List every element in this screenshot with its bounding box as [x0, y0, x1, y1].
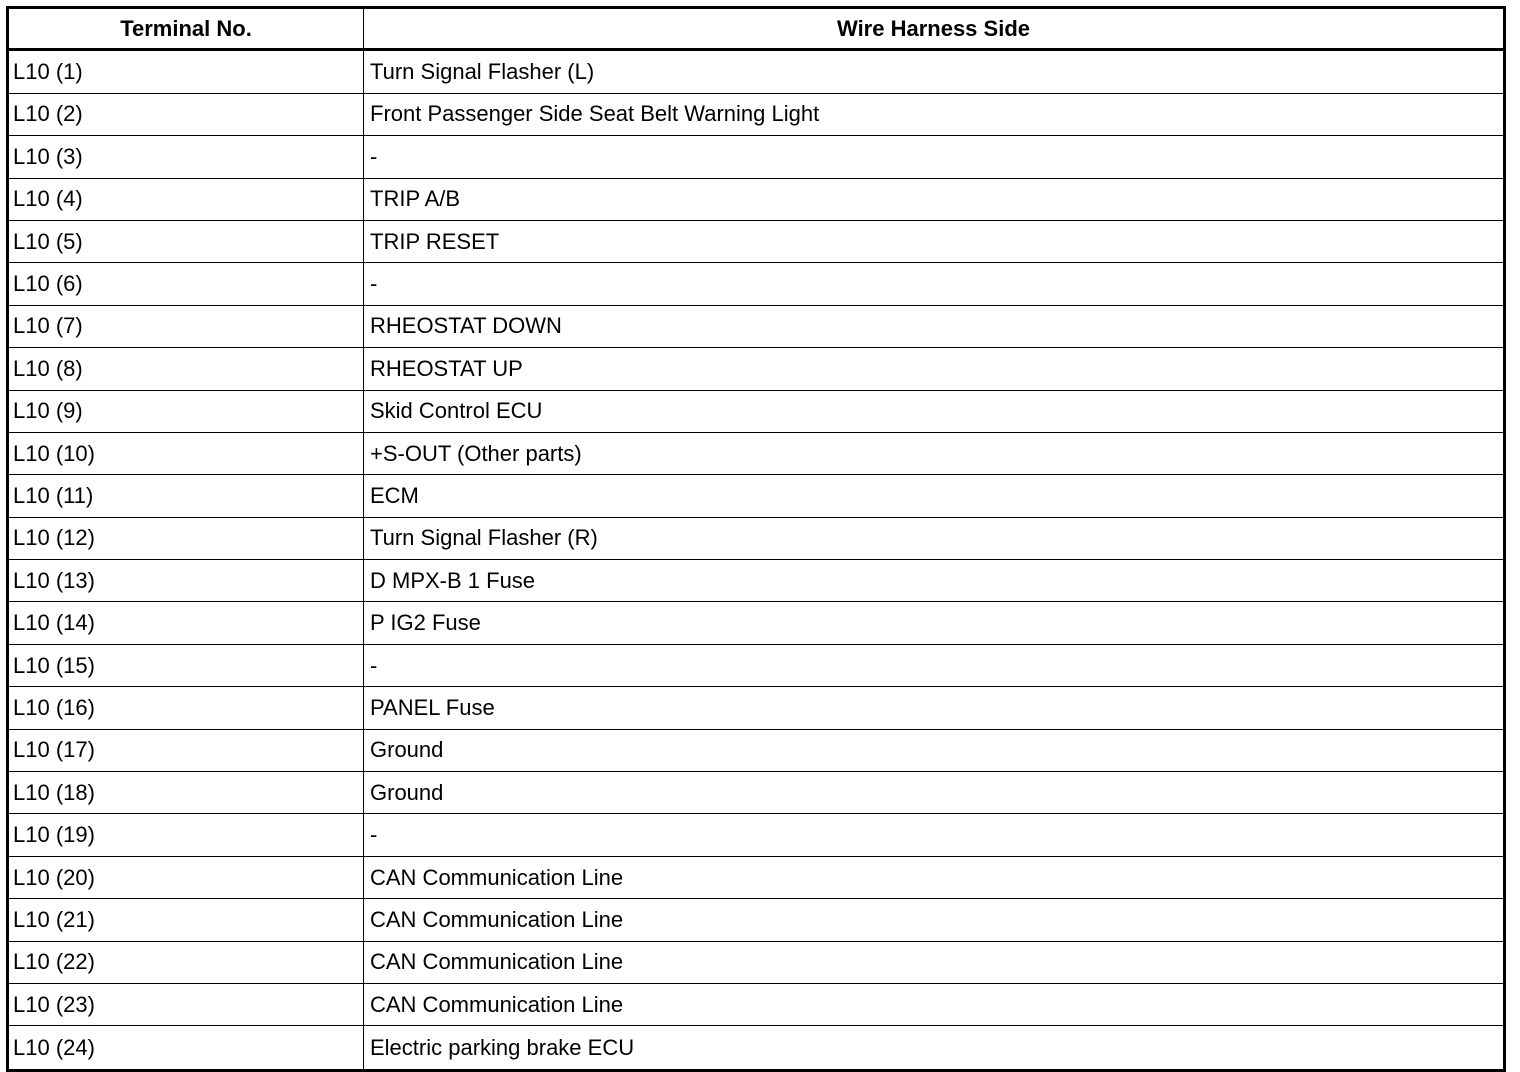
terminal-cell: L10 (7) — [9, 306, 364, 348]
terminal-cell: L10 (2) — [9, 94, 364, 136]
harness-cell: Ground — [364, 730, 1503, 772]
harness-cell: - — [364, 814, 1503, 856]
terminal-cell: L10 (1) — [9, 51, 364, 93]
harness-cell: Ground — [364, 772, 1503, 814]
harness-cell: - — [364, 136, 1503, 178]
harness-cell: TRIP A/B — [364, 179, 1503, 221]
harness-cell: PANEL Fuse — [364, 687, 1503, 729]
terminal-cell: L10 (21) — [9, 899, 364, 941]
terminal-cell: L10 (14) — [9, 602, 364, 644]
terminal-cell: L10 (11) — [9, 475, 364, 517]
terminal-cell: L10 (20) — [9, 857, 364, 899]
harness-cell: Skid Control ECU — [364, 391, 1503, 433]
harness-cell: TRIP RESET — [364, 221, 1503, 263]
terminal-cell: L10 (12) — [9, 518, 364, 560]
harness-cell: +S-OUT (Other parts) — [364, 433, 1503, 475]
terminal-cell: L10 (6) — [9, 263, 364, 305]
terminal-cell: L10 (4) — [9, 179, 364, 221]
harness-cell: CAN Communication Line — [364, 942, 1503, 984]
harness-cell: RHEOSTAT DOWN — [364, 306, 1503, 348]
terminal-cell: L10 (10) — [9, 433, 364, 475]
header-terminal-no: Terminal No. — [9, 9, 364, 51]
harness-cell: Turn Signal Flasher (L) — [364, 51, 1503, 93]
header-wire-harness-side: Wire Harness Side — [364, 9, 1503, 51]
harness-cell: D MPX-B 1 Fuse — [364, 560, 1503, 602]
harness-cell: Electric parking brake ECU — [370, 1034, 635, 1060]
harness-cell: Front Passenger Side Seat Belt Warning Light — [364, 94, 1503, 136]
harness-cell: Turn Signal Flasher (R) — [364, 518, 1503, 560]
harness-cell: ECM — [364, 475, 1503, 517]
harness-cell: - — [364, 645, 1503, 687]
terminal-cell: L10 (13) — [9, 560, 364, 602]
terminal-cell: L10 (24) — [9, 1026, 364, 1068]
terminal-cell: L10 (5) — [9, 221, 364, 263]
terminal-cell: L10 (18) — [9, 772, 364, 814]
harness-cell: RHEOSTAT UP — [364, 348, 1503, 390]
harness-cell: - — [364, 263, 1503, 305]
terminal-cell: L10 (3) — [9, 136, 364, 178]
terminal-cell: L10 (8) — [9, 348, 364, 390]
terminal-cell: L10 (22) — [9, 942, 364, 984]
terminal-cell: L10 (17) — [9, 730, 364, 772]
harness-cell: P IG2 Fuse — [364, 602, 1503, 644]
harness-cell: CAN Communication Line — [364, 857, 1503, 899]
terminal-table — [6, 6, 1506, 1072]
terminal-cell: L10 (16) — [9, 687, 364, 729]
terminal-cell: L10 (19) — [9, 814, 364, 856]
harness-cell: CAN Communication Line — [364, 899, 1503, 941]
harness-cell: CAN Communication Line — [364, 984, 1503, 1026]
terminal-cell: L10 (15) — [9, 645, 364, 687]
terminal-cell: L10 (9) — [9, 391, 364, 433]
terminal-cell: L10 (23) — [9, 984, 364, 1026]
